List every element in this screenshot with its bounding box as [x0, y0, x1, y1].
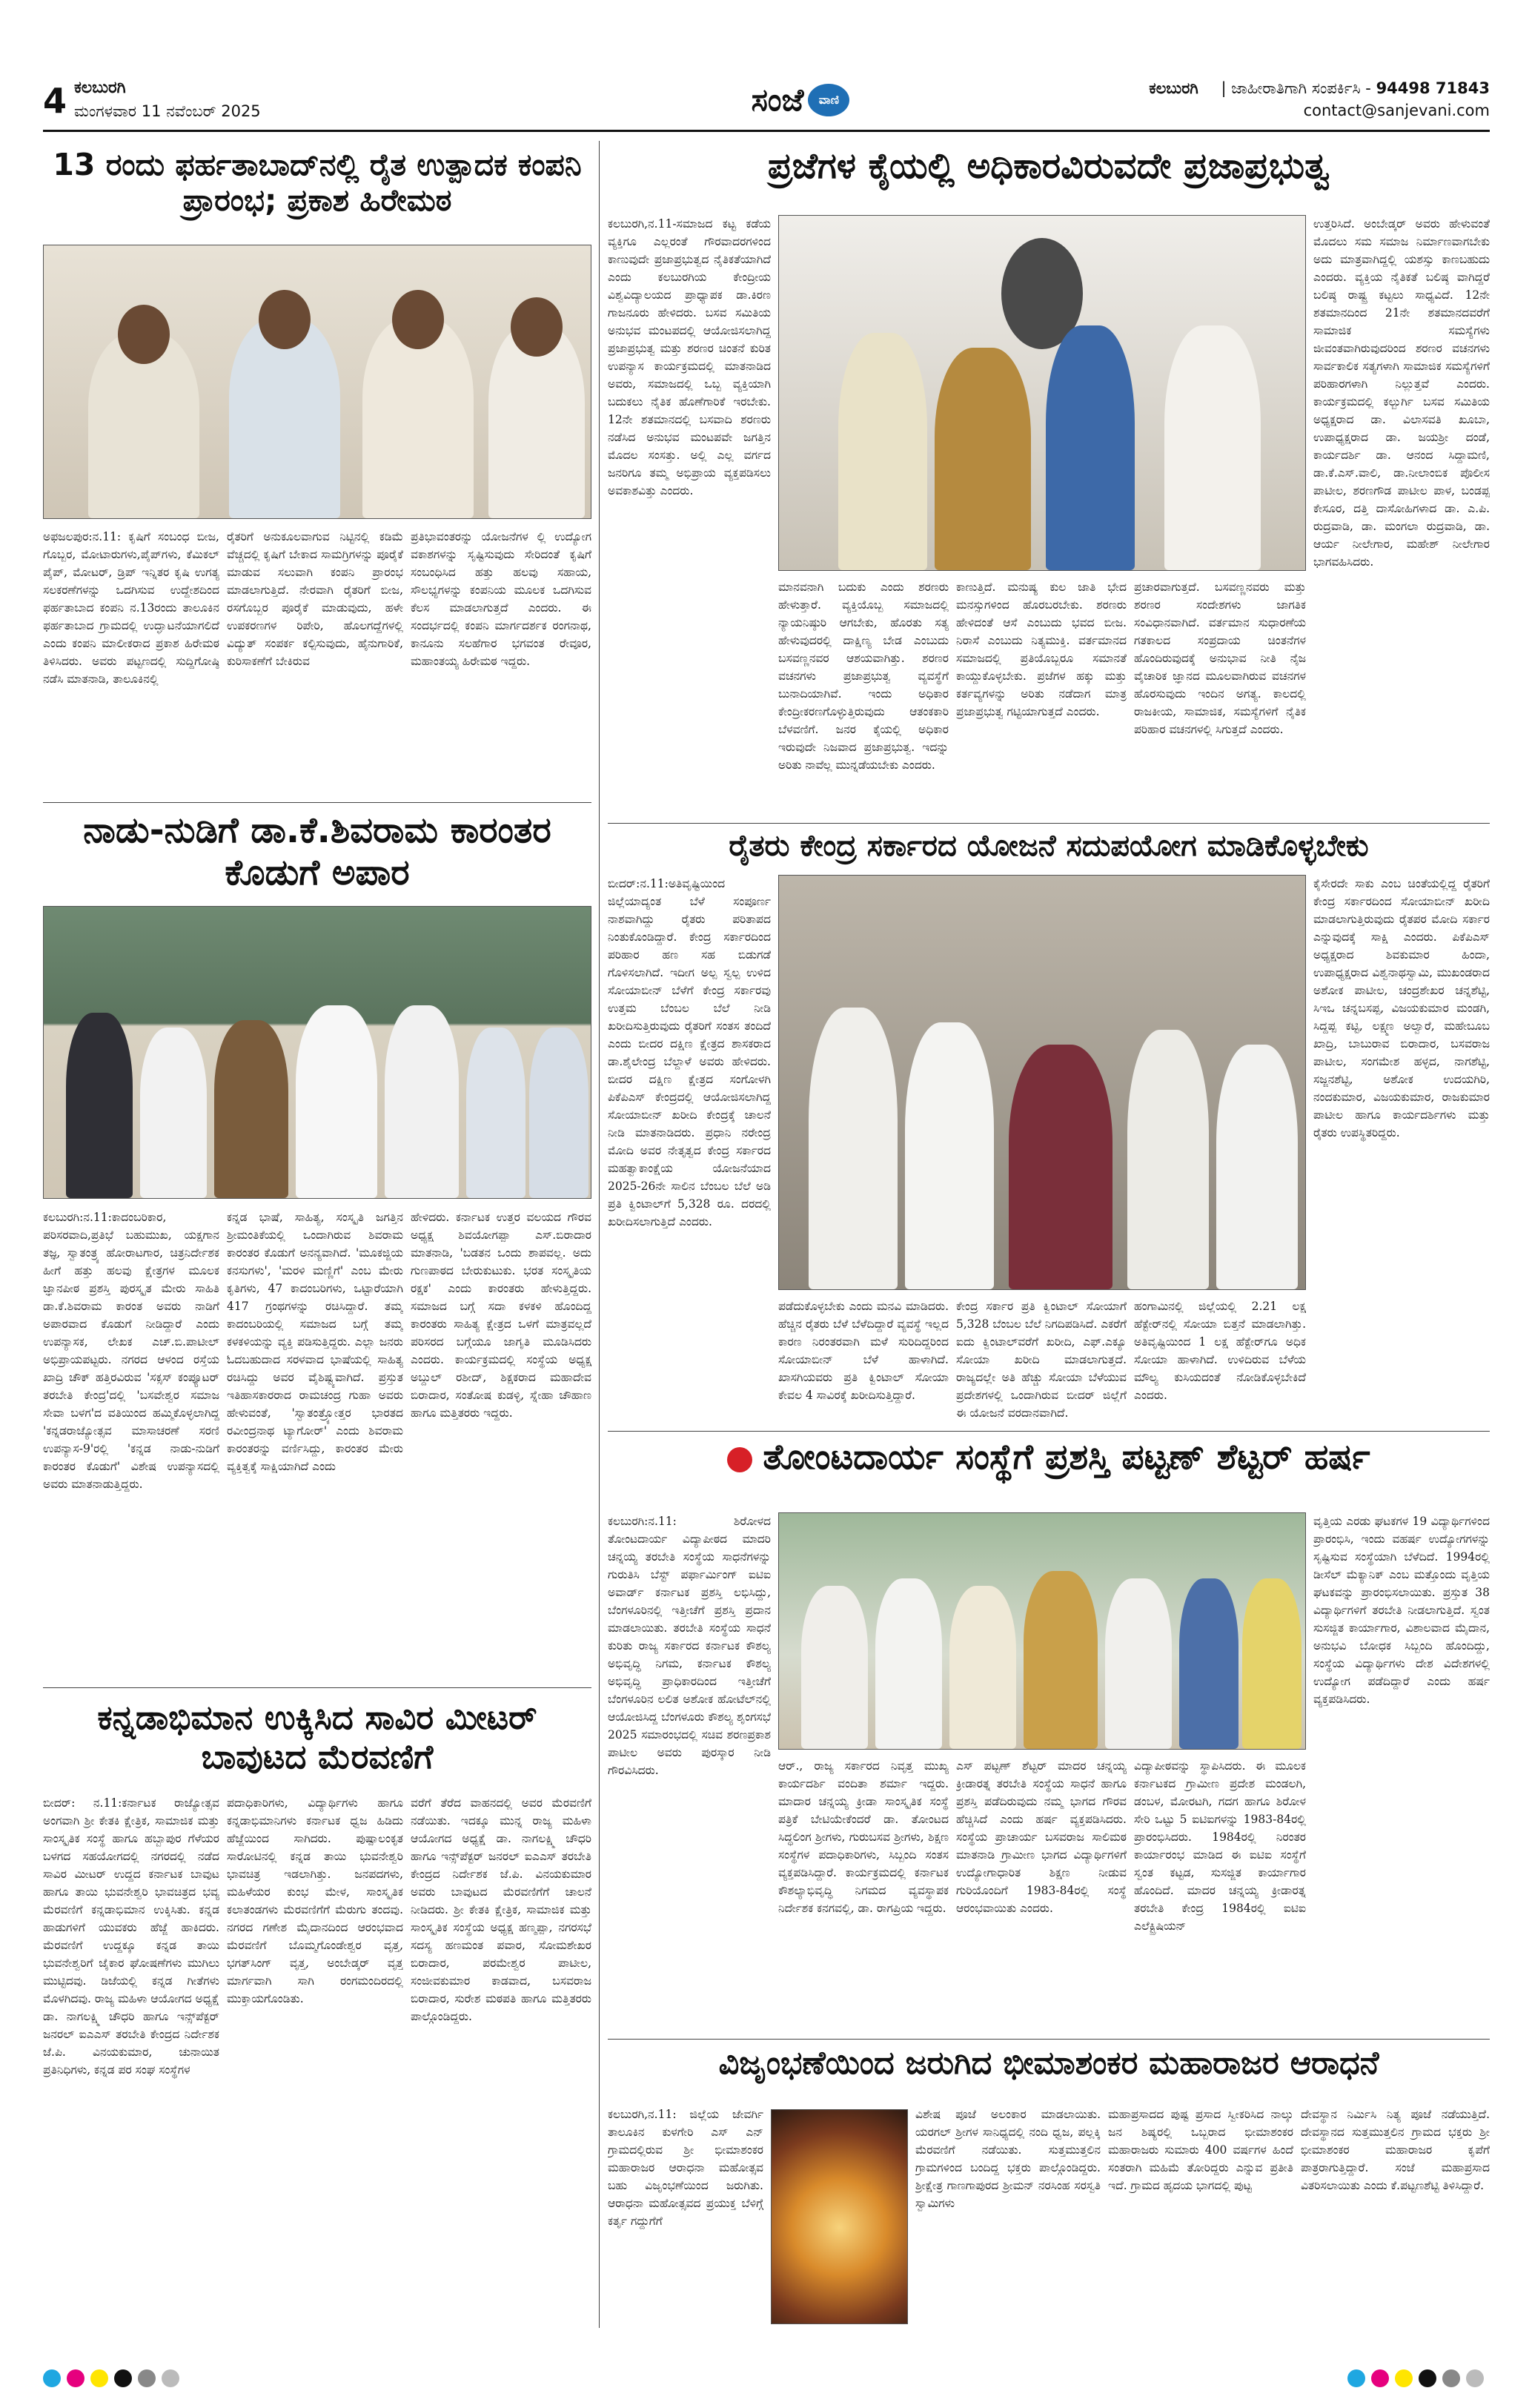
person	[838, 333, 927, 570]
head	[259, 290, 311, 349]
democracy-photo	[778, 215, 1306, 571]
democracy-col4: ಪ್ರಚಾರವಾಗುತ್ತದೆ. ಬಸವಣ್ಣನವರು ಮತ್ತು ಶರಣರ ಸಂದೇಶಗಳು ಜಾಗತಿಕ ಸಂವಿಧಾನವಾಗಿದೆ. ವರ್ತಮಾನ ಸುಧಾರಣೆಯ ಗತಕಾಲದ ಸಂಪ್ರದಾಯ ಚಿಂತನೆಗಳ ಹೊಂದಿರುವುದಕ್ಕೆ ಅನುಭಾವ ನೀತಿ ನೈಜ ವೈಚಾರಿಕ ಜ್ಞಾನದ ಮೂಲವಾಗಿರುವ ವಚನಗಳ ಹೊರಸುವುದು ಇಂದಿನ ಅಗತ್ಯ. ಕಾಲದಲ್ಲಿ ರಾಜಕೀಯ, ಸಾಮಾಜಿಕ, ಸಮಸ್ಯೆಗಳಿಗೆ ನೈತಿಕ ಪರಿಹಾರ ವಚನಗಳಲ್ಲಿ ಸಿಗುತ್ತದೆ ಎಂದರು.	[1134, 580, 1306, 736]
shivarama-headline: ನಾಡು-ನುಡಿಗೆ ಡಾ.ಕೆ.ಶಿವರಾಮ ಕಾರಂತರ ಕೊಡುಗೆ ಅಪಾರ	[83, 810, 551, 893]
bhimashankar-col2: ವಿಶೇಷ ಪೂಜೆ ಅಲಂಕಾರ ಮಾಡಲಾಯಿತು. ಯರಗಲ್ ಶ್ರೀಗಳ ಸಾನಿಧ್ಯದಲ್ಲಿ ನಂದಿ ಧ್ವಜ, ಪಲ್ಲಕ್ಕಿ ಮೆರವಣಿಗೆ ನಡೆಯಿತು. ಸುತ್ತಮುತ್ತಲಿನ ಗ್ರಾಮಗಳಿಂದ ಬಂದಿದ್ದ ಭಕ್ತರು ಪಾಲ್ಗೊಂಡಿದ್ದರು. ಶ್ರೀಕ್ಷೇತ್ರ ಗಾಣಗಾಪುರದ ಶ್ರೀಮನ್ ನರಸಿಂಹ ಸರಸ್ವತಿ ಸ್ವಾಮಿಗಳು	[915, 2108, 1101, 2210]
person	[1046, 325, 1135, 570]
person	[140, 1028, 207, 1198]
head	[118, 305, 170, 364]
yellow-dot	[1395, 2369, 1413, 2387]
divider	[608, 823, 1490, 824]
horticulture-col4: ವಿದ್ಯಾಪೀಠವನ್ನು ಸ್ಥಾಪಿಸಿದರು. ಈ ಮೂಲಕ ಕರ್ನಾಟಕದ ಗ್ರಾಮೀಣ ಪ್ರದೇಶ ಮಂಡಲಗಿ, ಡಂಬಳ, ಮೋರಟಗಿ, ಗದಗ ಹಾಗೂ ಶಿರೋಳ ಸೇರಿ ಒಟ್ಟು 5 ಐಟಿಐಗಳನ್ನು 1983-84ರಲ್ಲಿ ಪ್ರಾರಂಭಿಸಿದರು. 1984ರಲ್ಲಿ ನಿರಂತರ ಕಾರ್ಯಾರಂಭ ಮಾಡಿದ ಈ ಐಟಿಐ ಸಂಸ್ಥೆಗೆ ಸ್ವಂತ ಕಟ್ಟಡ, ಸುಸಜ್ಜಿತ ಕಾರ್ಯಾಗಾರ ಹೊಂದಿದೆ. ಮಾದರ ಚನ್ನಯ್ಯ ಕ್ರೀಡಾರತ್ನ ತರಬೇತಿ ಕೇಂದ್ರ 1984ರಲ್ಲಿ ಐಟಿಐ ಎಲೆಕ್ಟ್ರಿಷಿಯನ್	[1134, 1759, 1306, 1933]
grey-dot	[1442, 2369, 1460, 2387]
black-dot	[1419, 2369, 1436, 2387]
person	[385, 1005, 459, 1198]
person	[66, 1013, 133, 1198]
person	[935, 348, 1031, 570]
horticulture-photo	[778, 1512, 1306, 1750]
globe-icon: ವಾಣಿ	[808, 84, 849, 116]
edition-city: ಕಲಬುರಗಿ	[74, 79, 126, 97]
shivarama-col3: ಹೇಳಿದರು. ಕರ್ನಾಟಕ ಉತ್ತರ ವಲಯದ ಗೌರವ ಅಧ್ಯಕ್ಷ ಶಿವಯೋಗಪ್ಪಾ ಎಸ್.ಬಿರಾದಾರ ಮಾತನಾಡಿ, 'ಬಡತನ ಒಂದು ಶಾಪವಲ್ಲ. ಅದು ಗುಣಪಾಠದ ಬೇರುಕುಟುಕು. ಭರತ ಸಂಸ್ಕೃತಿಯ ರಕ್ಷಕ' ಎಂದು ಕಾರಂತರು ಹೇಳುತ್ತಿದ್ದರು. ಸಮಾಜದ ಬಗ್ಗೆ ಸದಾ ಕಳಕಳಿ ಹೊಂದಿದ್ದ ಕಾರಂತರು ಸಾಹಿತ್ಯ ಕ್ಷೇತ್ರದ ಒಳಗೆ ಮಾತ್ರವಲ್ಲದೆ ಪರಿಸರದ ಬಗ್ಗೆಯೂ ಜಾಗೃತಿ ಮೂಡಿಸಿದರು ಎಂದರು. ಕಾರ್ಯಕ್ರಮದಲ್ಲಿ ಸಂಸ್ಥೆಯ ಅಧ್ಯಕ್ಷ ಅಬ್ದುಲ್ ರಶೀದ್, ಶಿಕ್ಷಕರಾದ ಮಹಾದೇವ ಬಿರಾದಾರ, ಸಂತೋಷ ಕುಡಳ್ಳಿ, ಸ್ನೇಹಾ ಚೌಹಾಣ ಹಾಗೂ ಮತ್ತಿತರರು ಇದ್ದರು.	[411, 1211, 591, 1420]
farmer-company-headline: 13 ರಂದು ಫರ್ಹತಾಬಾದ್‌ನಲ್ಲಿ ರೈತ ಉತ್ಪಾದಕ ಕಂಪನಿ ಪ್ರಾರಂಭ; ಪ್ರಕಾಶ ಹಿರೇಮಠ	[53, 147, 582, 219]
divider	[43, 802, 591, 803]
kannada-flag-headline: ಕನ್ನಡಾಭಿಮಾನ ಉಕ್ಕಿಸಿದ ಸಾವಿರ ಮೀಟರ್ ಬಾವುಟದ ಮೆರವಣಿಗೆ	[97, 1698, 537, 1777]
person	[801, 1586, 868, 1749]
bhimashankar-col3: ಮಹಾಪ್ರಸಾದದ ಪುಷ್ಟ ಪ್ರಸಾದ ಸ್ವೀಕರಿಸಿದ ನಾಲ್ಕು ಜನ ಶಿಷ್ಯರಲ್ಲಿ ಒಬ್ಬರಾದ ಭೀಮಾಶಂಕರ ಮಹಾರಾಜರು ಸುಮಾರು 400 ವರ್ಷಗಳ ಹಿಂದೆ ಸಂತರಾಗಿ ಮಹಿಮೆ ತೋರಿದ್ದರು ಎನ್ನುವ ಪ್ರತೀತಿ ಇದೆ. ಗ್ರಾಮದ ಹೃದಯ ಭಾಗದಲ್ಲಿ ಪುಟ್ಟ	[1108, 2108, 1293, 2192]
contact-block	[1149, 77, 1490, 122]
cyan-dot	[43, 2369, 61, 2387]
democracy-col5: ಉತ್ತರಿಸಿದೆ. ಅಂಬೇಡ್ಕರ್ ಅವರು ಹೇಳುವಂತೆ ಮೊದಲು ಸಮ ಸಮಾಜ ನಿರ್ಮಾಣವಾಗಬೇಕು ಅದು ಮಾತ್ರವಾಗಿದ್ದಲ್ಲಿ ಯಶಸ್ಸು ಕಾಣಬಹುದು ಎಂದರು. ವ್ಯಕ್ತಿಯ ನೈತಿಕತೆ ಬಲಿಷ್ಠ ವಾಗಿದ್ದರೆ ಬಲಿಷ್ಠ ರಾಷ್ಟ್ರ ಕಟ್ಟಲು ಸಾಧ್ಯವಿದೆ. 12ನೇ ಶತಮಾನದಿಂದ 21ನೇ ಶತಮಾನದವರೆಗೆ ಸಾಮಾಜಿಕ ಸಮಸ್ಯೆಗಳು ಜೀವಂತವಾಗಿರುವುದರಿಂದ ಶರಣರ ವಚನಗಳು ಸಾರ್ವಕಾಲಿಕ ಸತ್ಯಗಳಾಗಿ ಸಾಮಾಜಿಕ ಸಮಸ್ಯೆಗಳಿಗೆ ಪರಿಹಾರಗಳಾಗಿ ನಿಲ್ಲುತ್ತವೆ ಎಂದರು. ಕಾರ್ಯಕ್ರಮದಲ್ಲಿ ಕಲ್ಬುರ್ಗಿ ಬಸವ ಸಮಿತಿಯ ಅಧ್ಯಕ್ಷರಾದ ಡಾ. ವಿಲಾಸವತಿ ಖೂಬಾ, ಉಪಾಧ್ಯಕ್ಷರಾದ ಡಾ. ಜಯಶ್ರೀ ದಂಡೆ, ಕಾರ್ಯದರ್ಶಿ ಡಾ. ಆನಂದ ಸಿದ್ದಾಮಣಿ, ಡಾ.ಕೆ.ಎಸ್.ವಾಲಿ, ಡಾ.ನೀಲಾಂಬಿಕ ಪೊಲೀಸ ಪಾಟೀಲ, ಶರಣಗೌಡ ಪಾಟೀಲ ಪಾಳ, ಬಂಡಪ್ಪ ಕೇಸೂರ, ದತ್ತಿ ದಾಸೋಹಿಗಳಾದ ಡಾ. ಎ.ಪಿ. ರುದ್ರವಾಡಿ, ಡಾ. ಮಂಗಲಾ ರುದ್ರವಾಡಿ, ಡಾ. ಆರ್ಯ ನೀಲೇಗಾರ, ಮಹೇಶ್ ನೀಲೇಗಾರ ಭಾಗವಹಿಸಿದರು.	[1313, 217, 1490, 569]
column-divider	[599, 141, 600, 2328]
person	[296, 1005, 377, 1198]
democracy-col3: ಕಾಣುತ್ತಿದೆ. ಮನುಷ್ಯ ಕುಲ ಜಾತಿ ಭೇದ ಮನಸ್ಸುಗಳಿಂದ ಹೊರಬರಬೇಕು. ಶರಣರು ಹೇಳಿದಂತೆ ಆಸೆ ಎಂಬುದು ಭವದ ಬೀಜ. ನಿರಾಸೆ ಎಂಬುದು ನಿತ್ಯಮುಕ್ತಿ. ವರ್ತಮಾನದ ಸಮಾಜದಲ್ಲಿ ಪ್ರತಿಯೊಬ್ಬರೂ ಸಮಾನತೆ ಕಾಯ್ದುಕೊಳ್ಳಬೇಕು. ಪ್ರಜೆಗಳ ಹಕ್ಕು ಮತ್ತು ಕರ್ತವ್ಯಗಳನ್ನು ಅರಿತು ನಡೆದಾಗ ಮಾತ್ರ ಪ್ರಜಾಪ್ರಭುತ್ವ ಗಟ್ಟಿಯಾಗುತ್ತದೆ ಎಂದರು.	[956, 580, 1127, 718]
color-marks-right	[1347, 2369, 1484, 2387]
horticulture-col5: ವೃತ್ತಿಯ ಎರಡು ಘಟಕಗಳ 19 ವಿದ್ಯಾರ್ಥಿಗಳಿಂದ ಪ್ರಾರಂಭಿಸಿ, ಇಂದು ವಹರ್ಷ ಉದ್ಯೋಗಗಳನ್ನು ಸೃಷ್ಟಿಸುವ ಸಂಸ್ಥೆಯಾಗಿ ಬೆಳೆದಿದೆ. 1994ರಲ್ಲಿ ಡೀಸೆಲ್ ಮೆಕ್ಯಾನಿಕ್ ಎಂಬ ಮತ್ತೊಂದು ವೃತ್ತಿಯ ಘಟಕವನ್ನು ಪ್ರಾರಂಭಿಸಲಾಯಿತು. ಪ್ರಸ್ತುತ 38 ವಿದ್ಯಾರ್ಥಿಗಳಿಗೆ ತರಬೇತಿ ನೀಡಲಾಗುತ್ತಿದೆ. ಸ್ವಂತ ಸುಸಜ್ಜಿತ ಕಾರ್ಯಾಗಾರ, ವಿಶಾಲವಾದ ಮೈದಾನ, ಅನುಭವಿ ಬೋಧಕ ಸಿಬ್ಬಂದಿ ಹೊಂದಿದ್ದು, ಸಂಸ್ಥೆಯ ವಿದ್ಯಾರ್ಥಿಗಳು ದೇಶ ವಿದೇಶಗಳಲ್ಲಿ ಉದ್ಯೋಗ ಪಡೆದಿದ್ದಾರೆ ಎಂದು ಹರ್ಷ ವ್ಯಕ್ತಪಡಿಸಿದರು.	[1313, 1515, 1490, 1706]
horticulture-col1: ಕಲಬುರಗಿ:ನ.11: ಶಿರೋಳದ ತೋಂಟದಾರ್ಯ ವಿದ್ಯಾಪೀಠದ ಮಾದರಿ ಚನ್ನಯ್ಯ ತರಬೇತಿ ಸಂಸ್ಥೆಯ ಸಾಧನೆಗಳನ್ನು ಗುರುತಿಸಿ ಬೆಸ್ಟ್ ಪರ್ಫಾರ್ಮಿಂಗ್ ಐಟಿಐ ಅವಾರ್ಡ್ ಕರ್ನಾಟಕ ಪ್ರಶಸ್ತಿ ಲಭಿಸಿದ್ದು, ಬೆಂಗಳೂರಿನಲ್ಲಿ ಇತ್ತೀಚೆಗೆ ಪ್ರಶಸ್ತಿ ಪ್ರದಾನ ಮಾಡಲಾಯಿತು. ತರಬೇತಿ ಸಂಸ್ಥೆಯ ಸಾಧನೆ ಕುರಿತು ರಾಜ್ಯ ಸರ್ಕಾರದ ಕರ್ನಾಟಕ ಕೌಶಲ್ಯ ಅಭಿವೃದ್ಧಿ ನಿಗಮ, ಕರ್ನಾಟಕ ಕೌಶಲ್ಯ ಅಭಿವೃದ್ಧಿ ಪ್ರಾಧಿಕಾರದಿಂದ ಇತ್ತೀಚೆಗೆ ಬೆಂಗಳೂರಿನ ಲಲಿತ ಅಶೋಕ ಹೋಟೆಲ್‌ನಲ್ಲಿ ಆಯೋಜಿಸಿದ್ದ ಬೆಂಗಳೂರು ಕೌಶಲ್ಯ ಶೃಂಗಸಭೆ 2025 ಸಮಾರಂಭದಲ್ಲಿ ಸಚಿವ ಶರಣಪ್ರಕಾಶ ಪಾಟೀಲ ಅವರು ಪುರಸ್ಕಾರ ನೀಡಿ ಗೌರವಿಸಿದರು.	[608, 1515, 771, 1777]
kannada-flag-col3: ವರೆಗೆ ತೆರೆದ ವಾಹನದಲ್ಲಿ ಅವರ ಮೆರವಣಿಗೆ ನಡೆಯಿತು. ಇದಕ್ಕೂ ಮುನ್ನ ರಾಜ್ಯ ಮಹಿಳಾ ಆಯೋಗದ ಅಧ್ಯಕ್ಷೆ ಡಾ. ನಾಗಲಕ್ಷ್ಮಿ ಚೌಧರಿ ಹಾಗೂ ಇನ್ಸ್‌ಪೆಕ್ಟರ್ ಜನರಲ್ ಐಎಎಸ್ ತರಬೇತಿ ಕೇಂದ್ರದ ನಿರ್ದೇಶಕ ಜೆ.ಪಿ. ವಿನಯಕುಮಾರ ಅವರು ಬಾವುಟದ ಮೆರವಣಿಗೆಗೆ ಚಾಲನೆ ನೀಡಿದರು. ಶ್ರೀ ಕೇತಕಿ ಕ್ಷೇತ್ರಿಕ, ಸಾಮಾಜಿಕ ಮತ್ತು ಸಾಂಸ್ಕೃತಿಕ ಸಂಸ್ಥೆಯ ಅಧ್ಯಕ್ಷ ಹಣ್ಮಪ್ಪಾ, ನಗರಸಭೆ ಸದಸ್ಯ ಹಣಮಂತ ಪವಾರ, ಸೋಮಶೇಖರ ಬಿರಾದಾರ, ಪರಮೇಶ್ವರ ಪಾಟೀಲ, ಸಂಜೀವಕುಮಾರ ಕಾಡವಾದ, ಬಸವರಾಜ ಬಿರಾದಾರ, ಸುರೇಶ ಮಠಪತಿ ಹಾಗೂ ಮತ್ತಿತರರು ಪಾಲ್ಗೊಂಡಿದ್ದರು.	[411, 1796, 591, 2023]
democracy-headline: ಪ್ರಜೆಗಳ ಕೈಯಲ್ಲಿ ಅಧಿಕಾರವಿರುವದೇ ಪ್ರಜಾಪ್ರಭುತ್ವ	[767, 145, 1330, 187]
head	[511, 297, 563, 357]
person	[1164, 325, 1261, 570]
color-marks-left	[43, 2369, 179, 2387]
person	[529, 1028, 588, 1198]
bhimashankar-photo	[771, 2109, 908, 2324]
divider	[43, 1687, 591, 1688]
farmer-company-col2: ರೈತರಿಗೆ ಅನುಕೂಲವಾಗುವ ನಿಟ್ಟಿನಲ್ಲಿ ಕಡಿಮೆ ವೆಚ್ಚದಲ್ಲಿ ಕೃಷಿಗೆ ಬೇಕಾದ ಸಾಮಗ್ರಿಗಳನ್ನು ಪೂರೈಕೆ ಮಾಡುವ ಸಲುವಾಗಿ ಕಂಪನಿ ಪ್ರಾರಂಭ ಮಾಡಲಾಗುತ್ತಿದೆ. ನೇರವಾಗಿ ರೈತರಿಗೆ ಬೀಜ, ರಸಗೊಬ್ಬರ ಪೂರೈಕೆ ಮಾಡುವುದು, ಹಳೇ ಉಪಕರಣಗಳ ರಿಪೇರಿ, ಹೊಲಗದ್ದೆಗಳಲ್ಲಿ ವಿದ್ಯುತ್ ಸಂಪರ್ಕ ಕಲ್ಪಿಸುವುದು, ಹೈನುಗಾರಿಕೆ, ಕುರಿಸಾಕಣೆಗೆ ಬೇಕಿರುವ	[227, 530, 403, 668]
democracy-col1: ಕಲಬುರಗಿ,ನ.11-ಸಮಾಜದ ಕಟ್ಟ ಕಡೆಯ ವ್ಯಕ್ತಿಗೂ ಎಲ್ಲರಂತೆ ಗೌರವಾದರಗಳಿಂದ ಕಾಣುವುದೇ ಪ್ರಜಾಪ್ರಭುತ್ವದ ನೈತಿಕತೆಯಾಗಿದೆ ಎಂದು ಕಲಬುರಗಿಯ ಕೇಂದ್ರೀಯ ವಿಶ್ವವಿದ್ಯಾಲಯದ ಪ್ರಾಧ್ಯಾಪಕ ಡಾ.ಕಿರಣ ಗಾಜನೂರು ಹೇಳಿದರು. ಬಸವ ಸಮಿತಿಯ ಅನುಭವ ಮಂಟಪದಲ್ಲಿ ಆಯೋಜಿಸಲಾಗಿದ್ದ ಪ್ರಜಾಪ್ರಭುತ್ವ ಮತ್ತು ಶರಣರ ಚಿಂತನೆ ಕುರಿತ ಉಪನ್ಯಾಸ ಕಾರ್ಯಕ್ರಮದಲ್ಲಿ ಮಾತನಾಡಿದ ಅವರು, ಸಮಾಜದಲ್ಲಿ ಒಬ್ಬ ವ್ಯಕ್ತಿಯಾಗಿ ಬದುಕಲು ನೈತಿಕ ಹೊಣೆಗಾರಿಕೆ ಇರಬೇಕು. 12ನೇ ಶತಮಾನದಲ್ಲಿ ಬಸವಾದಿ ಶರಣರು ನಡೆಸಿದ ಅನುಭವ ಮಂಟಪವೇ ಜಗತ್ತಿನ ಮೊದಲ ಸಂಸತ್ತು. ಅಲ್ಲಿ ಎಲ್ಲ ವರ್ಗದ ಜನರಿಗೂ ತಮ್ಮ ಅಭಿಪ್ರಾಯ ವ್ಯಕ್ತಪಡಿಸಲು ಅವಕಾಶವಿತ್ತು ಎಂದರು.	[608, 217, 771, 497]
farmers-scheme-photo	[778, 875, 1306, 1290]
page-number: 4	[43, 81, 67, 121]
farmers-scheme-col1: ಬೀದರ್:ನ.11:ಅತಿವೃಷ್ಟಿಯಿಂದ ಜಿಲ್ಲೆಯಾದ್ಯಂತ ಬೆಳೆ ಸಂಪೂರ್ಣ ನಾಶವಾಗಿದ್ದು ರೈತರು ಪರಿತಾಪದ ನಿಂತುಕೊಂಡಿದ್ದಾರೆ. ಕೇಂದ್ರ ಸರ್ಕಾರದಿಂದ ಪರಿಹಾರ ಹಣ ಸಹ ಬಿಡುಗಡೆ ಗೊಳಿಸಲಾಗಿದೆ. ಇದೀಗ ಅಲ್ಪ ಸ್ವಲ್ಪ ಉಳಿದ ಸೋಯಾಬೀನ್ ಬೆಳೆಗೆ ಕೇಂದ್ರ ಸರ್ಕಾರವು ಉತ್ತಮ ಬೆಂಬಲ ಬೆಲೆ ನೀಡಿ ಖರೀದಿಸುತ್ತಿರುವುದು ರೈತರಿಗೆ ಸಂತಸ ತಂದಿದೆ ಎಂದು ಬೀದರ ದಕ್ಷಿಣ ಕ್ಷೇತ್ರದ ಶಾಸಕರಾದ ಡಾ.ಶೈಲೇಂದ್ರ ಬೆಲ್ದಾಳೆ ಅವರು ಹೇಳಿದರು. ಬೀದರ ದಕ್ಷಿಣ ಕ್ಷೇತ್ರದ ಸಂಗೋಳಗಿ ಪಿಕೆಪಿಎಸ್ ಕೇಂದ್ರದಲ್ಲಿ ಆಯೋಜಿಸಲಾಗಿದ್ದ ಸೋಯಾಬೀನ್ ಖರೀದಿ ಕೇಂದ್ರಕ್ಕೆ ಚಾಲನೆ ನೀಡಿ ಮಾತನಾಡಿದರು. ಪ್ರಧಾನಿ ನರೇಂದ್ರ ಮೋದಿ ಅವರ ನೇತೃತ್ವದ ಕೇಂದ್ರ ಸರ್ಕಾರದ ಮಹತ್ವಾಕಾಂಕ್ಷೆಯ ಯೋಜನೆಯಾದ 2025-26ನೇ ಸಾಲಿನ ಬೆಂಬಲ ಬೆಲೆ ಅಡಿ ಪ್ರತಿ ಕ್ವಿಂಟಾಲ್‌ಗೆ 5,328 ರೂ. ದರದಲ್ಲಿ ಖರೀದಿಸಲಾಗುತ್ತಿದೆ ಎಂದರು.	[608, 877, 771, 1228]
divider	[608, 2039, 1490, 2040]
ad-contact-label: | ಜಾಹೀರಾತಿಗಾಗಿ ಸಂಪರ್ಕಿಸಿ -	[1221, 79, 1371, 97]
person	[1216, 1045, 1298, 1289]
person	[466, 1028, 525, 1198]
farmers-scheme-col3: ಕೇಂದ್ರ ಸರ್ಕಾರ ಪ್ರತಿ ಕ್ವಿಂಟಾಲ್ ಸೋಯಾಗೆ 5,328 ಬೆಂಬಲ ಬೆಲೆ ನಿಗದಿಪಡಿಸಿದೆ. ಎಕರೆಗೆ ಐದು ಕ್ವಿಂಟಾಲ್‌ವರೆಗೆ ಖರೀದಿ, ಎಫ್.ಎಕ್ಯೂ ಸೋಯಾ ಖರೀದಿ ಮಾಡಲಾಗುತ್ತದೆ. ರಾಜ್ಯದಲ್ಲೇ ಅತಿ ಹೆಚ್ಚು ಸೋಯಾ ಬೆಳೆಯುವ ಪ್ರದೇಶಗಳಲ್ಲಿ ಒಂದಾಗಿರುವ ಬೀದರ್ ಜಿಲ್ಲೆಗೆ ಈ ಯೋಜನೆ ವರದಾನವಾಗಿದೆ.	[956, 1300, 1127, 1420]
farmers-scheme-col2: ಪಡೆದುಕೊಳ್ಳಬೇಕು ಎಂದು ಮನವಿ ಮಾಡಿದರು. ಹೆಚ್ಚಿನ ರೈತರು ಬೆಳೆ ಬೆಳೆದಿದ್ದಾರೆ ವ್ಯವಸ್ಥೆ ಇಲ್ಲದ ಕಾರಣ ನಿರಂತರವಾಗಿ ಮಳೆ ಸುರಿದಿದ್ದರಿಂದ ಸೋಯಾಬೀನ್ ಬೆಳೆ ಹಾಳಾಗಿದೆ. ಖಾಸಗಿಯವರು ಪ್ರತಿ ಕ್ವಿಂಟಾಲ್ ಸೋಯಾ ಕೇವಲ 4 ಸಾವಿರಕ್ಕೆ ಖರೀದಿಸುತ್ತಿದ್ದಾರೆ.	[778, 1300, 949, 1402]
contact-phone[interactable]: 94498 71843	[1376, 79, 1490, 97]
person	[875, 1578, 942, 1749]
farmers-scheme-headline: ರೈತರು ಕೇಂದ್ರ ಸರ್ಕಾರದ ಯೋಜನೆ ಸದುಪಯೋಗ ಮಾಡಿಕೊಳ್ಳಬೇಕು	[729, 829, 1369, 863]
shivarama-col1: ಕಲಬುರಗಿ:ನ.11:ಕಾದಂಬರಿಕಾರ, ಪರಿಸರವಾದಿ,ಪ್ರತಿಭೆ ಬಹುಮುಖ, ಯಕ್ಷಗಾನ ತಜ್ಞ, ಸ್ವಾತಂತ್ರ್ಯ ಹೋರಾಟಗಾರ, ಚಿತ್ರನಿರ್ದೇಶಕ ಹೀಗೆ ಹತ್ತು ಹಲವು ಕ್ಷೇತ್ರಗಳ ಮೂಲಕ ಜ್ಞಾನಪೀಠ ಪ್ರಶಸ್ತಿ ಪುರಸ್ಕೃತ ಮೇರು ಸಾಹಿತಿ ಡಾ.ಕೆ.ಶಿವರಾಮ ಕಾರಂತ ಅವರು ನಾಡಿಗೆ ಅಪಾರವಾದ ಕೊಡುಗೆ ನೀಡಿದ್ದಾರೆ ಎಂದು ಉಪನ್ಯಾಸಕ, ಲೇಖಕ ಎಚ್.ಬಿ.ಪಾಟೀಲ್ ಅಭಿಪ್ರಾಯಪಟ್ಟರು. ನಗರದ ಆಳಂದ ರಸ್ತೆಯ ಖಾದ್ರಿ ಚೌಕ್ ಹತ್ತಿರವಿರುವ 'ಸಕ್ಸಸ್ ಕಂಪ್ಯೂಟರ್ ತರಬೇತಿ ಕೇಂದ್ರ'ದಲ್ಲಿ 'ಬಸವೇಶ್ವರ ಸಮಾಜ ಸೇವಾ ಬಳಗ'ದ ವತಿಯಿಂದ ಹಮ್ಮಿಕೊಳ್ಳಲಾಗಿದ್ದ 'ಕನ್ನಡರಾಜ್ಯೋತ್ಸವ ಮಾಸಾಚರಣೆ ಸರಣಿ ಉಪನ್ಯಾಸ-9'ರಲ್ಲಿ 'ಕನ್ನಡ ನಾಡು-ನುಡಿಗೆ ಕಾರಂತರ ಕೊಡುಗೆ' ವಿಶೇಷ ಉಪನ್ಯಾಸದಲ್ಲಿ ಅವರು ಮಾತನಾಡುತ್ತಿದ್ದರು.	[43, 1211, 219, 1491]
person	[1024, 1571, 1098, 1749]
horticulture-col2: ಆರ್., ರಾಜ್ಯ ಸರ್ಕಾರದ ನಿವೃತ್ತ ಮುಖ್ಯ ಕಾರ್ಯದರ್ಶಿ ವಂದಿತಾ ಶರ್ಮಾ ಇದ್ದರು. ಮಾದಾರ ಚನ್ನಯ್ಯ ಕ್ರೀಡಾ ಸಾಂಸ್ಕೃತಿಕ ಸಂಸ್ಥೆ ಪತ್ರಿಕೆ ಬೇಟಿಯೇಕೆಂದರೆ ಡಾ. ತೋಂಟದ ಸಿದ್ಧಲಿಂಗ ಶ್ರೀಗಳು, ಗುರುಬಸವ ಶ್ರೀಗಳು, ಶಿಕ್ಷಣ ಸಂಸ್ಥೆಗಳ ಪದಾಧಿಕಾರಿಗಳು, ಸಿಬ್ಬಂದಿ ಸಂತಸ ವ್ಯಕ್ತಪಡಿಸಿದ್ದಾರೆ. ಕಾರ್ಯಕ್ರಮದಲ್ಲಿ ಕರ್ನಾಟಕ ಕೌಶಲ್ಯಾಭಿವೃದ್ಧಿ ನಿಗಮದ ವ್ಯವಸ್ಥಾಪಕ ನಿರ್ದೇಶಕ ಕನಗವಲ್ಲಿ, ಡಾ. ರಾಗಪ್ರಿಯ ಇದ್ದರು.	[778, 1759, 949, 1915]
person	[949, 1586, 1016, 1749]
person	[214, 1020, 288, 1198]
horticulture-headline-text: ತೋಂಟದಾರ್ಯ ಸಂಸ್ಥೆಗೆ ಪ್ರಶಸ್ತಿ ಪಟ್ಟಣ್ ಶೆಟ್ಟರ್ ಹರ್ಷ	[763, 1437, 1370, 1478]
kannada-flag-col1: ಬೀದರ್: ನ.11:ಕರ್ನಾಟಕ ರಾಜ್ಯೋತ್ಸವ ಅಂಗವಾಗಿ ಶ್ರೀ ಕೇತಕಿ ಕ್ಷೇತ್ರಿಕ, ಸಾಮಾಜಿಕ ಮತ್ತು ಸಾಂಸ್ಕೃತಿಕ ಸಂಸ್ಥೆ ಹಾಗೂ ಹಬ್ಬಾಪುರ ಗೆಳೆಯರ ಬಳಗದ ಸಹಯೋಗದಲ್ಲಿ ನಗರದಲ್ಲಿ ನಡೆದ ಸಾವಿರ ಮೀಟರ್ ಉದ್ದದ ಕರ್ನಾಟಕ ಬಾವುಟ ಹಾಗೂ ತಾಯಿ ಭುವನೇಶ್ವರಿ ಭಾವಚಿತ್ರದ ಭವ್ಯ ಮೆರವಣಿಗೆ ಕನ್ನಡಾಭಿಮಾನ ಉಕ್ಕಿಸಿತು. ಕನ್ನಡ ಹಾಡುಗಳಿಗೆ ಯುವಕರು ಹೆಜ್ಜೆ ಹಾಕಿದರು. ಮೆರವಣಿಗೆ ಉದ್ದಕ್ಕೂ ಕನ್ನಡ ತಾಯಿ ಭುವನೇಶ್ವರಿಗೆ ಜೈಕಾರ ಘೋಷಣೆಗಳು ಮುಗಿಲು ಮುಟ್ಟಿದವು. ಡಿಜೆಯಲ್ಲಿ ಕನ್ನಡ ಗೀತೆಗಳು ಮೊಳಗಿದವು. ರಾಜ್ಯ ಮಹಿಳಾ ಆಯೋಗದ ಅಧ್ಯಕ್ಷೆ ಡಾ. ನಾಗಲಕ್ಷ್ಮಿ ಚೌಧರಿ ಹಾಗೂ ಇನ್ಸ್‌ಪೆಕ್ಟರ್ ಜನರಲ್ ಐಎಎಸ್ ತರಬೇತಿ ಕೇಂದ್ರದ ನಿರ್ದೇಶಕ ಜೆ.ಪಿ. ವಿನಯಕುಮಾರ, ಚುನಾಯಿತ ಪ್ರತಿನಿಧಿಗಳು, ಕನ್ನಡ ಪರ ಸಂಘ ಸಂಸ್ಥೆಗಳ	[43, 1796, 219, 2077]
person	[1179, 1578, 1238, 1749]
person	[1127, 1030, 1209, 1289]
farmer-company-photo	[43, 245, 591, 519]
bullet-icon	[727, 1447, 752, 1472]
person	[905, 1022, 994, 1289]
person	[1009, 1045, 1112, 1289]
grey-dot	[138, 2369, 156, 2387]
person	[1105, 1578, 1172, 1749]
farmer-company-col3: ಪ್ರತಿಭಾವಂತರನ್ನು ಯೋಜನೆಗಳ ಲ್ಲಿ ಉದ್ಯೋಗ ವಕಾಶಗಳನ್ನು ಸೃಷ್ಟಿಸುವುದು ಸೇರಿದಂತೆ ಕೃಷಿಗೆ ಸಂಬಂಧಿಸಿದ ಹತ್ತು ಹಲವು ಸಹಾಯ, ಸೌಲಭ್ಯಗಳನ್ನು ಕಂಪನಿಯ ಮೂಲಕ ಒದಗಿಸುವ ಕೆಲಸ ಮಾಡಲಾಗುತ್ತದೆ ಎಂದರು. ಈ ಸಂದರ್ಭದಲ್ಲಿ ಕಂಪನಿ ಮಾರ್ಗದರ್ಶಕ ರಂಗನಾಥ, ಕಾನೂನು ಸಲಹೆಗಾರ ಭಗವಂತ ರೇವೂರ, ಮಹಾಂತಯ್ಯ ಹಿರೇಮಠ ಇದ್ದರು.	[411, 530, 591, 668]
horticulture-col3: ಎಸ್ ಪಟ್ಟಣ್ ಶೆಟ್ಟರ್ ಮಾದರ ಚನ್ನಯ್ಯ ಕ್ರೀಡಾರತ್ನ ತರಬೇತಿ ಸಂಸ್ಥೆಯ ಸಾಧನೆ ಹಾಗೂ ಪ್ರಶಸ್ತಿ ಪಡೆದಿರುವುದು ನಮ್ಮ ಭಾಗದ ಗೌರವ ಹೆಚ್ಚಿಸಿದೆ ಎಂದು ಹರ್ಷ ವ್ಯಕ್ತಪಡಿಸಿದರು. ಸಂಸ್ಥೆಯ ಪ್ರಾಚಾರ್ಯ ಬಸವರಾಜ ಸಾಲಿಮಠ ಮಾತನಾಡಿ ಗ್ರಾಮೀಣ ಭಾಗದ ವಿದ್ಯಾರ್ಥಿಗಳಿಗೆ ಉದ್ಯೋಗಾಧಾರಿತ ಶಿಕ್ಷಣ ನೀಡುವ ಗುರಿಯೊಂದಿಗೆ 1983-84ರಲ್ಲಿ ಸಂಸ್ಥೆ ಆರಂಭವಾಯಿತು ಎಂದರು.	[956, 1759, 1127, 1915]
person	[1242, 1578, 1301, 1749]
shivarama-photo	[43, 906, 591, 1199]
democracy-col2: ಮಾನವನಾಗಿ ಬದುಕು ಎಂದು ಶರಣರು ಹೇಳುತ್ತಾರೆ. ವ್ಯಕ್ತಿಯೊಬ್ಬ ಸಮಾಜದಲ್ಲಿ ನ್ಯಾಯನಿಷ್ಠುರಿ ಆಗಬೇಕು, ಹೊರತು ಸತ್ಯ ಹೇಳುವುದರಲ್ಲಿ ದಾಕ್ಷಿಣ್ಯ ಬೇಡ ಎಂಬುದು ಬಸವಣ್ಣನವರ ಆಶಯವಾಗಿತ್ತು. ಶರಣರ ವಚನಗಳು ಪ್ರಜಾಪ್ರಭುತ್ವ ವ್ಯವಸ್ಥೆಗೆ ಬುನಾದಿಯಾಗಿವೆ. ಇಂದು ಅಧಿಕಾರ ಕೇಂದ್ರೀಕರಣಗೊಳ್ಳುತ್ತಿರುವುದು ಆತಂಕಕಾರಿ ಬೆಳವಣಿಗೆ. ಜನರ ಕೈಯಲ್ಲಿ ಅಧಿಕಾರ ಇರುವುದೇ ನಿಜವಾದ ಪ್ರಜಾಪ್ರಭುತ್ವ. ಇದನ್ನು ಅರಿತು ನಾವೆಲ್ಲ ಮುನ್ನಡೆಯಬೇಕು ಎಂದರು.	[778, 580, 949, 772]
contact-city: ಕಲಬುರಗಿ	[1149, 79, 1198, 97]
bhimashankar-headline: ವಿಜೃಂಭಣೆಯಿಂದ ಜರುಗಿದ ಭೀಮಾಶಂಕರ ಮಹಾರಾಜರ ಆರಾಧನೆ	[718, 2045, 1379, 2082]
brand-left: ಸಂಜೆ	[751, 82, 804, 118]
shivarama-col2: ಕನ್ನಡ ಭಾಷೆ, ಸಾಹಿತ್ಯ, ಸಂಸ್ಕೃತಿ ಜಗತ್ತಿನ ಶ್ರೀಮಂತಿಕೆಯಲ್ಲಿ ಒಂದಾಗಿರುವ ಶಿವರಾಮ ಕಾರಂತರ ಕೊಡುಗೆ ಅನನ್ಯವಾಗಿದೆ. 'ಮೂಕಜ್ಜಿಯ ಕನಸುಗಳು', 'ಮರಳಿ ಮಣ್ಣಿಗೆ' ಎಂಬ ಮೇರು ಕೃತಿಗಳು, 47 ಕಾದಂಬರಿಗಳು, ಒಟ್ಟಾರೆಯಾಗಿ 417 ಗ್ರಂಥಗಳನ್ನು ರಚಿಸಿದ್ದಾರೆ. ತಮ್ಮ ಕಾದಂಬರಿಯಲ್ಲಿ ಸಮಾಜದ ಬಗ್ಗೆ ತಮ್ಮ ಕಳಕಳಿಯನ್ನು ವ್ಯಕ್ತಿ ಪಡಿಸುತ್ತಿದ್ದರು. ಎಲ್ಲಾ ಜನರು ಓದಬಹುದಾದ ಸರಳವಾದ ಭಾಷೆಯಲ್ಲಿ ಸಾಹಿತ್ಯ ರಚಿಸಿದ್ದು ಅವರ ವೈಶಿಷ್ಟ್ಯವಾಗಿದೆ. ಪ್ರಸ್ತುತ ಇತಿಹಾಸಕಾರರಾದ ರಾಮಚಂದ್ರ ಗುಹಾ ಅವರು ಹೇಳುವಂತೆ, 'ಸ್ವಾತಂತ್ರ್ಯೋತ್ತರ ಭಾರತದ ರವೀಂದ್ರನಾಥ ಟ್ಯಾಗೋರ್' ಎಂದು ಶಿವರಾಮ ಕಾರಂತರನ್ನು ವರ್ಣಿಸಿದ್ದು, ಕಾರಂತರ ಮೇರು ವ್ಯಕ್ತಿತ್ವಕ್ಕೆ ಸಾಕ್ಷಿಯಾಗಿದೆ ಎಂದು	[227, 1211, 403, 1473]
person	[809, 1008, 898, 1289]
farmers-scheme-col5: ಕೈಸೇರದೇ ಸಾಕು ಎಂಬ ಚಿಂತೆಯಲ್ಲಿದ್ದ ರೈತರಿಗೆ ಕೇಂದ್ರ ಸರ್ಕಾರದಿಂದ ಸೋಯಾಬೀನ್ ಖರೀದಿ ಮಾಡಲಾಗುತ್ತಿರುವುದು ರೈತಪರ ಮೋದಿ ಸರ್ಕಾರ ಎನ್ನುವುದಕ್ಕೆ ಸಾಕ್ಷಿ ಎಂದರು. ಪಿಕೆಪಿಎಸ್ ಅಧ್ಯಕ್ಷರಾದ ಶಿವಕುಮಾರ ಹಿಂದಾ, ಉಪಾಧ್ಯಕ್ಷರಾದ ವಿಶ್ವನಾಥಸ್ವಾಮಿ, ಮುಖಂಡರಾದ ಅಶೋಕ ಪಾಟೀಲ, ಚಂದ್ರಶೇಖರ ಚನ್ನಶೆಟ್ಟಿ, ಸಿಇಒ ಚನ್ನಬಸಪ್ಪ, ವಿಜಯಕುಮಾರ ಮಂಡಗಿ, ಸಿದ್ದಪ್ಪ ಕಟ್ಟಿ, ಲಕ್ಷ್ಮಣ ಅಲ್ವಾರೆ, ಮಹೇಬೂಬ ಖಾದ್ರಿ, ಬಾಬುರಾವ ಬಿರಾದಾರ, ಬಸವರಾಜ ಪಾಟೀಲ, ಸಂಗಮೇಶ ಹಳ್ಳದ, ನಾಗಶೆಟ್ಟಿ, ಸಜ್ಜನಶೆಟ್ಟಿ, ಅಶೋಕ ಉದಯಗಿರಿ, ನಂದಕುಮಾರ, ವಿಜಯಕುಮಾರ, ರಾಜಕುಮಾರ ಪಾಟೀಲ ಹಾಗೂ ಕಾರ್ಯದರ್ಶಿಗಳು ಮತ್ತು ರೈತರು ಉಪಸ್ಥಿತರಿದ್ದರು.	[1313, 877, 1490, 1140]
contact-email[interactable]: contact@sanjevani.com	[1303, 102, 1490, 119]
horticulture-headline	[608, 1437, 1490, 1478]
head	[392, 290, 444, 349]
light-grey-dot	[162, 2369, 179, 2387]
magenta-dot	[67, 2369, 84, 2387]
magenta-dot	[1371, 2369, 1389, 2387]
bhimashankar-col1: ಕಲಬುರಗಿ,ನ.11: ಜಿಲ್ಲೆಯ ಜೇವರ್ಗಿ ತಾಲೂಕಿನ ಕುಳಗೇರಿ ಎಸ್ ಎನ್ ಗ್ರಾಮದಲ್ಲಿರುವ ಶ್ರೀ ಭೀಮಾಶಂಕರ ಮಹಾರಾಜರ ಆರಾಧನಾ ಮಹೋತ್ಸವ ಬಹು ವಿಜೃಂಭಣೆಯಿಂದ ಜರುಗಿತು. ಆರಾಧನಾ ಮಹೋತ್ಸವದ ಪ್ರಯುಕ್ತ ಬೆಳಿಗ್ಗೆ ಕರ್ತೃ ಗದ್ದುಗೆಗೆ	[608, 2108, 763, 2228]
divider	[608, 1431, 1490, 1432]
edition-date: ಮಂಗಳವಾರ 11 ನವೆಂಬರ್ 2025	[74, 102, 261, 120]
yellow-dot	[90, 2369, 108, 2387]
black-dot	[114, 2369, 132, 2387]
masthead	[43, 74, 1490, 132]
light-grey-dot	[1466, 2369, 1484, 2387]
cyan-dot	[1347, 2369, 1365, 2387]
kannada-flag-col2: ಪದಾಧಿಕಾರಿಗಳು, ವಿದ್ಯಾರ್ಥಿಗಳು ಹಾಗೂ ಕನ್ನಡಾಭಿಮಾನಿಗಳು ಕರ್ನಾಟಕ ಧ್ವಜ ಹಿಡಿದು ಹೆಜ್ಜೆಯಿಂದ ಸಾಗಿದರು. ಪುಷ್ಪಾಲಂಕೃತ ಸಾರೋಟಿನಲ್ಲಿ ಕನ್ನಡ ತಾಯಿ ಭುವನೇಶ್ವರಿ ಭಾವಚಿತ್ರ ಇಡಲಾಗಿತ್ತು. ಜನಪದಗಳು, ಮಹಿಳೆಯರ ಕುಂಭ ಮೇಳ, ಸಾಂಸ್ಕೃತಿಕ ಕಲಾತಂಡಗಳು ಮೆರವಣಿಗೆಗೆ ಮೆರುಗು ತಂದವು. ನಗರದ ಗಣೇಶ ಮೈದಾನದಿಂದ ಆರಂಭವಾದ ಮೆರವಣಿಗೆ ಬೊಮ್ಮಗೊಂಡೇಶ್ವರ ವೃತ್ತ, ಭಗತ್‌ಸಿಂಗ್ ವೃತ್ತ, ಅಂಬೇಡ್ಕರ್ ವೃತ್ತ ಮಾರ್ಗವಾಗಿ ಸಾಗಿ ರಂಗಮಂದಿರದಲ್ಲಿ ಮುಕ್ತಾಯಗೊಂಡಿತು.	[227, 1796, 403, 2005]
farmers-scheme-col4: ಹಂಗಾಮಿನಲ್ಲಿ ಜಿಲ್ಲೆಯಲ್ಲಿ 2.21 ಲಕ್ಷ ಹೆಕ್ಟೇರ್‌ನಲ್ಲಿ ಸೋಯಾ ಬಿತ್ತನೆ ಮಾಡಲಾಗಿತ್ತು. ಅತಿವೃಷ್ಟಿಯಿಂದ 1 ಲಕ್ಷ ಹೆಕ್ಟೇರ್‌ಗೂ ಅಧಿಕ ಸೋಯಾ ಹಾಳಾಗಿದೆ. ಉಳಿದಿರುವ ಬೆಳೆಯ ಮೌಲ್ಯ ಕುಸಿಯದಂತೆ ನೋಡಿಕೊಳ್ಳಬೇಕಿದೆ ಎಂದರು.	[1134, 1300, 1306, 1402]
farmer-company-col1: ಅಫಜಲಪುರ:ನ.11: ಕೃಷಿಗೆ ಸಂಬಂಧ ಬೀಜ, ಗೊಬ್ಬರ, ಮೋಟಾರುಗಳು,ಪೈಪ್‌ಗಳು, ಕೆಮಿಕಲ್ ಪೈಪ್, ಮೋಟರ್, ಡ್ರಿಪ್ ಇನ್ನಿತರ ಕೃಷಿ ಉಗತ್ಯ ಸಲಕರಣೆಗಳನ್ನು ಒದಗಿಸುವ ಉದ್ದೇಶದಿಂದ ಫರ್ಹತಾಬಾದ ಕಂಪನಿ ನ.13ರಂದು ತಾಲೂಕಿನ ಫರ್ಹತಾಬಾದ ಗ್ರಾಮದಲ್ಲಿ ಉದ್ಘಾಟನೆಯಾಗಲಿದೆ ಎಂದು ಕಂಪನಿ ಮಾಲೀಕರಾದ ಪ್ರಕಾಶ ಹಿರೇಮಠ ತಿಳಿಸಿದರು. ಅವರು ಪಟ್ಟಣದಲ್ಲಿ ಸುದ್ದಿಗೋಷ್ಠಿ ನಡೆಸಿ ಮಾತನಾಡಿ, ತಾಲೂಕಿನಲ್ಲಿ	[43, 530, 219, 686]
bhimashankar-col4: ದೇವಸ್ಥಾನ ನಿರ್ಮಿಸಿ ನಿತ್ಯ ಪೂಜೆ ನಡೆಯುತ್ತಿದೆ. ದೇವಸ್ಥಾನದ ಸುತ್ತಮುತ್ತಲಿನ ಗ್ರಾಮದ ಭಕ್ತರು ಶ್ರೀ ಭೀಮಾಶಂಕರ ಮಹಾರಾಜರ ಕೃಪೆಗೆ ಪಾತ್ರರಾಗುತ್ತಿದ್ದಾರೆ. ಸಂಜೆ ಮಹಾಪ್ರಸಾದ ವಿತರಿಸಲಾಯಿತು ಎಂದು ಕೆ.ಪಟ್ಟಣಶೆಟ್ಟಿ ತಿಳಿಸಿದ್ದಾರೆ.	[1301, 2108, 1490, 2192]
newspaper-logo	[680, 74, 925, 126]
